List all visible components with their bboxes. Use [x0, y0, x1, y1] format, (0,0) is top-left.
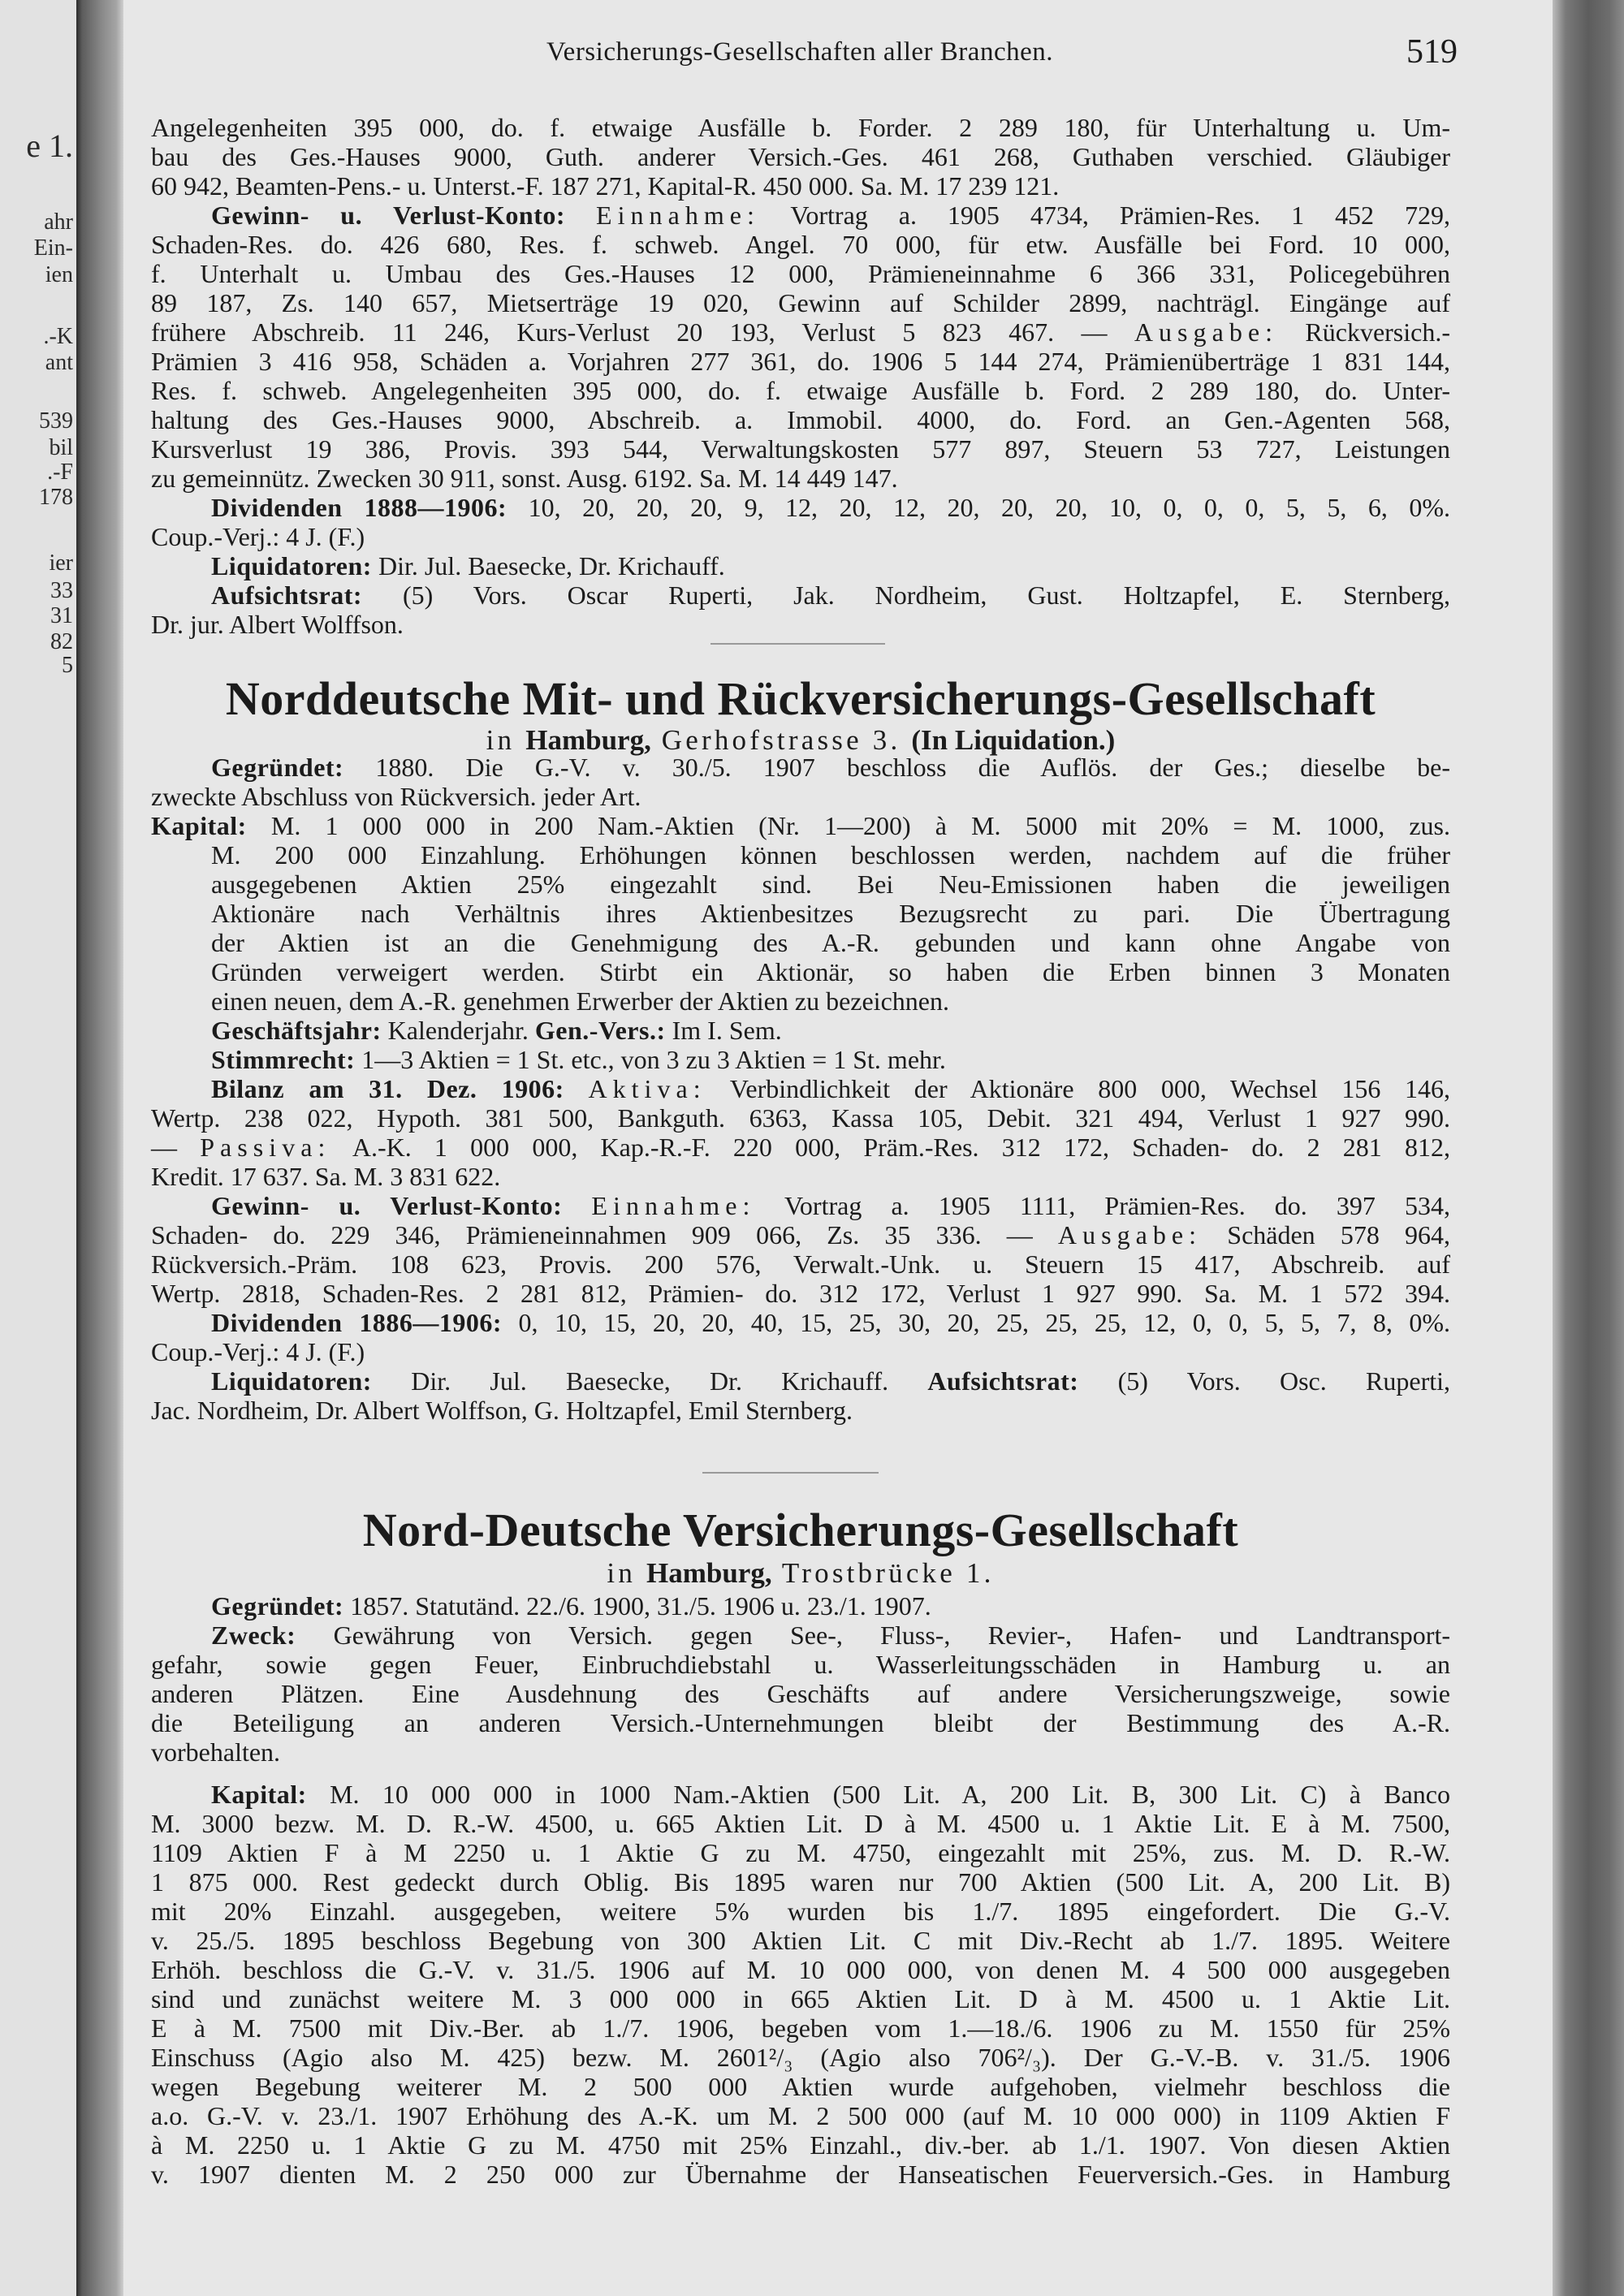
body-text: Verbindlichkeit der Aktionäre 800 000, Wechsel 156 146,: [706, 1074, 1451, 1103]
body-text: [565, 201, 596, 230]
body-text: mit 20% Einzahl. ausgegeben, weitere 5% wurden bis 1./7. 1895 eingefordert. Die G.-V.: [151, 1897, 1450, 1926]
previous-page-fragment: 82: [50, 629, 73, 654]
body-text: v. 25./5. 1895 beschloss Begebung von 300 Aktien Lit. C mit Div.-Recht ab 1./7. 1895. Weitere: [151, 1926, 1450, 1955]
text-line: [151, 610, 1450, 639]
body-text: bau des Ges.-Hauses 9000, Guth. anderer Versich.-Ges. 461 268, Guthaben verschied. Gläubiger: [151, 142, 1450, 171]
body-text: Schaden- do. 229 346, Prämieneinnahmen 909 066, Zs. 35 336. —: [151, 1220, 1058, 1249]
field-label: Gen.-Vers.:: [534, 1016, 666, 1045]
text-line: [151, 288, 1450, 317]
text-line: [151, 201, 1450, 230]
text-line: [151, 2160, 1450, 2189]
previous-page-fragment: ahr: [44, 209, 73, 235]
body-text: Im I. Sem.: [665, 1016, 782, 1045]
text-line: [151, 1162, 1450, 1191]
body-text: A.-K. 1 000 000, Kap.-R.-F. 220 000, Präm.-Res. 312 172, Schaden- do. 2 281 812,: [330, 1133, 1451, 1162]
body-text: die Beteiligung an anderen Versich.-Unternehmungen bleibt der Bestimmung des A.-R.: [151, 1708, 1450, 1737]
spaced-label: Einnahme:: [591, 1191, 756, 1220]
company-title: Norddeutsche Mit- und Rückversicherungs-Gesellschaft: [225, 672, 1376, 725]
text-line: [151, 522, 1450, 551]
previous-page-fragment: 5: [62, 653, 73, 678]
text-line: [151, 753, 1450, 782]
location-text: in: [607, 1557, 646, 1589]
text-line: [151, 405, 1450, 434]
body-text: M. 3000 bezw. M. D. R.-W. 4500, u. 665 Aktien Lit. D à M. 4500 u. 1 Aktie Lit. E à M. 7500,: [151, 1809, 1450, 1838]
previous-page-fragment: 539: [39, 408, 73, 434]
body-text: 1880. Die G.-V. v. 30./5. 1907 beschloss die Auflös. der Ges.; dieselbe be-: [343, 753, 1450, 782]
running-head: Versicherungs-Gesellschaften aller Branchen.: [546, 37, 1053, 67]
body-text: einen neuen, dem A.-R. genehmen Erwerber der Aktien zu bezeichnen.: [211, 986, 949, 1016]
spaced-label: Einnahme:: [596, 201, 760, 230]
field-label: Zweck:: [211, 1621, 296, 1650]
body-text: Jac. Nordheim, Dr. Albert Wolffson, G. Holtzapfel, Emil Sternberg.: [151, 1396, 853, 1425]
field-label: Liquidatoren:: [211, 1366, 372, 1396]
text-line: [151, 113, 1450, 142]
field-label: Stimmrecht:: [211, 1045, 356, 1074]
body-text: 1—3 Aktien = 1 St. etc., von 3 zu 3 Aktien = 1 St. mehr.: [355, 1045, 946, 1074]
field-label: Gewinn- u. Verlust-Konto:: [211, 201, 566, 230]
location-text: Gerhofstrasse 3.: [650, 724, 912, 756]
previous-page-fragment: .-K: [43, 324, 73, 349]
body-text: Dir. Jul. Baesecke, Dr. Krichauff.: [371, 1366, 928, 1396]
text-line: [151, 840, 1450, 870]
text-line: [151, 2043, 1450, 2072]
text-line: [151, 580, 1450, 610]
previous-page-fragment: ier: [49, 550, 73, 576]
body-text: Res. f. schweb. Angelegenheiten 395 000, do. f. etwaige Ausfälle b. Ford. 2 289 180, do. Unter-: [151, 376, 1450, 405]
text-line: [151, 1308, 1450, 1337]
field-label: Aufsichtsrat:: [927, 1366, 1079, 1396]
body-text: —: [151, 1133, 201, 1162]
body-text: Rückversich.-: [1278, 317, 1451, 347]
text-line: [151, 870, 1450, 899]
body-text: 60 942, Beamten-Pens.- u. Unterst.-F. 187 271, Kapital-R. 450 000. Sa. M. 17 239 121.: [151, 171, 1060, 201]
text-line: [151, 1650, 1450, 1679]
previous-page-fragment: 33: [50, 578, 73, 603]
location-bold: (In Liquidation.): [911, 724, 1116, 756]
text-line: [151, 1074, 1450, 1103]
text-line: [151, 551, 1450, 580]
text-line: [151, 1679, 1450, 1708]
section-divider: [710, 643, 885, 645]
field-label: Gewinn- u. Verlust-Konto:: [211, 1191, 563, 1220]
text-line: [151, 1621, 1450, 1650]
text-line: [151, 142, 1450, 171]
text-line: [151, 2013, 1450, 2043]
body-text: Dir. Jul. Baesecke, Dr. Krichauff.: [371, 551, 725, 580]
text-line: [151, 1984, 1450, 2013]
text-line: [151, 493, 1450, 522]
text-line: [151, 1279, 1450, 1308]
field-label: Kapital:: [151, 811, 247, 840]
previous-page-fragment: .-F: [47, 460, 73, 485]
body-text: Vortrag a. 1905 4734, Prämien-Res. 1 452 729,: [760, 201, 1451, 230]
field-label: Geschäftsjahr:: [211, 1016, 382, 1045]
text-line: [151, 1838, 1450, 1867]
text-line: [151, 1016, 1450, 1045]
text-line: [151, 1249, 1450, 1279]
text-line: [151, 259, 1450, 288]
section-divider: [702, 1472, 879, 1474]
text-line: [151, 957, 1450, 986]
body-text: Kredit. 17 637. Sa. M. 3 831 622.: [151, 1162, 501, 1191]
location-text: in: [486, 724, 526, 756]
previous-page-fragment: bil: [49, 435, 73, 460]
spaced-label: Aktiva:: [588, 1074, 706, 1103]
text-line: [151, 317, 1450, 347]
body-text: wegen Begebung weiterer M. 2 500 000 Aktien wurde aufgehoben, vielmehr beschloss die: [151, 2072, 1450, 2101]
body-text: 1857. Statutänd. 22./6. 1900, 31./5. 1906 u. 23./1. 1907.: [343, 1591, 931, 1621]
body-text: M. 10 000 000 in 1000 Nam.-Aktien (500 Lit. A, 200 Lit. B, 300 Lit. C) à Banco: [306, 1780, 1450, 1809]
text-line: [151, 1809, 1450, 1838]
spaced-label: Ausgabe:: [1057, 1220, 1203, 1249]
location-text: Trostbrücke 1.: [771, 1557, 995, 1589]
body-text: M. 200 000 Einzahlung. Erhöhungen können beschlossen werden, nachdem auf die früher: [211, 840, 1450, 870]
field-label: Aufsichtsrat:: [211, 580, 363, 610]
body-text: 1109 Aktien F à M 2250 u. 1 Aktie G zu M. 4750, eingezahlt mit 25%, zus. M. D. R.-W.: [151, 1838, 1450, 1867]
body-text: 10, 20, 20, 20, 9, 12, 20, 12, 20, 20, 20, 10, 0, 0, 0, 5, 5, 6, 0%.: [507, 493, 1451, 522]
spaced-label: Ausgabe:: [1134, 317, 1279, 347]
text-line: [151, 1926, 1450, 1955]
location-bold: Hamburg,: [646, 1557, 772, 1589]
text-line: [151, 464, 1450, 493]
text-line: [151, 1708, 1450, 1737]
text-line: [151, 928, 1450, 957]
body-text: 0, 10, 15, 20, 20, 40, 15, 25, 30, 20, 25, 25, 25, 12, 0, 0, 5, 5, 7, 8, 0%.: [502, 1308, 1451, 1337]
text-line: [151, 2101, 1450, 2130]
text-line: [151, 986, 1450, 1016]
text-line: [151, 899, 1450, 928]
previous-page-fragment: 31: [50, 603, 73, 628]
text-line: [151, 1103, 1450, 1133]
spaced-label: Passiva:: [200, 1133, 331, 1162]
field-label: Dividenden 1886—1906:: [211, 1308, 503, 1337]
text-line: [151, 1396, 1450, 1425]
body-text: ausgegebenen Aktien 25% eingezahlt sind. Bei Neu-Emissionen haben die jeweiligen: [211, 870, 1450, 899]
body-text: [562, 1191, 591, 1220]
body-text: zweckte Abschluss von Rückversich. jeder Art.: [151, 782, 641, 811]
field-label: Gegründet:: [211, 753, 344, 782]
body-text: Wertp. 238 022, Hypoth. 381 500, Bankguth. 6363, Kassa 105, Debit. 321 494, Verlust 1 927 990.: [151, 1103, 1450, 1133]
body-text: Angelegenheiten 395 000, do. f. etwaige Ausfälle b. Forder. 2 289 180, für Unterhaltung u. Um-: [151, 113, 1450, 142]
location-bold: Hamburg,: [525, 724, 651, 756]
field-label: Kapital:: [211, 1780, 307, 1809]
body-text: Prämien 3 416 958, Schäden a. Vorjahren 277 361, do. 1906 5 144 274, Prämienüberträge 1 831 144,: [151, 347, 1450, 376]
company-entry-nord-deutsche-versicherung: [151, 1591, 1450, 2189]
body-text: (5) Vors. Oscar Ruperti, Jak. Nordheim, Gust. Holtzapfel, E. Sternberg,: [362, 580, 1450, 610]
section-continued-text: [151, 113, 1450, 639]
text-line: [151, 1191, 1450, 1220]
body-text: à M. 2250 u. 1 Aktie G zu M. 4750 mit 25% Einzahl., div.-ber. ab 1./1. 1907. Von diesen Aktien: [151, 2130, 1450, 2160]
body-text: frühere Abschreib. 11 246, Kurs-Verlust 20 193, Verlust 5 823 467. —: [151, 317, 1134, 347]
body-text: der Aktien ist an die Genehmigung des A.-R. gebunden und kann ohne Angabe von: [211, 928, 1450, 957]
text-line: [151, 1591, 1450, 1621]
body-text: vorbehalten.: [151, 1737, 281, 1767]
body-text: Dr. jur. Albert Wolffson.: [151, 610, 404, 639]
body-text: Vortrag a. 1905 1111, Prämien-Res. do. 397 534,: [755, 1191, 1451, 1220]
body-text: Wertp. 2818, Schaden-Res. 2 281 812, Prämien- do. 312 172, Verlust 1 927 990. Sa. M. 1 572 394.: [151, 1279, 1450, 1308]
text-line: [151, 782, 1450, 811]
body-text: Einschuss (Agio also M. 425) bezw. M. 2601²/₃ (Agio also 706²/₃). Der G.-V.-B. v. 31./5. 1906: [151, 2043, 1450, 2072]
body-text: Coup.-Verj.: 4 J. (F.): [151, 1337, 365, 1366]
book-binding-gutter: [76, 0, 123, 2296]
text-line: [151, 376, 1450, 405]
body-text: Gewährung von Versich. gegen See-, Fluss-, Revier-, Hafen- und Landtransport-: [296, 1621, 1450, 1650]
text-line: [151, 1737, 1450, 1767]
text-line: [151, 811, 1450, 840]
body-text: a.o. G.-V. v. 23./1. 1907 Erhöhung des A.-K. um M. 2 500 000 (auf M. 10 000 000) in 1109 Aktien F: [151, 2101, 1450, 2130]
body-text: Aktionäre nach Verhältnis ihres Aktienbesitzes Bezugsrecht zu pari. Die Übertragung: [211, 899, 1450, 928]
previous-page-fragment: Ein-: [33, 235, 73, 261]
text-line: [151, 1220, 1450, 1249]
body-text: Kalenderjahr.: [381, 1016, 535, 1045]
text-line: [151, 1897, 1450, 1926]
previous-page-fragment: e 1.: [26, 127, 73, 164]
body-text: f. Unterhalt u. Umbau des Ges.-Hauses 12 000, Prämieneinnahme 6 366 331, Policegebühren: [151, 259, 1450, 288]
company-location: [151, 724, 1450, 757]
body-text: E à M. 7500 mit Div.-Ber. ab 1./7. 1906, begeben vom 1.—18./6. 1906 zu M. 1550 für 25%: [151, 2013, 1450, 2043]
body-text: anderen Plätzen. Eine Ausdehnung des Geschäfts auf andere Versicherungszweige, sowie: [151, 1679, 1450, 1708]
company-entry-norddeutsche-rueckversicherung: [151, 753, 1450, 1425]
body-text: haltung des Ges.-Hauses 9000, Abschreib. a. Immobil. 4000, do. Ford. an Gen.-Agenten 568,: [151, 405, 1450, 434]
company-title: Nord-Deutsche Versicherungs-Gesellschaft: [362, 1504, 1239, 1556]
text-line: [151, 2130, 1450, 2160]
previous-page-fragments: [0, 0, 75, 2296]
text-line: [151, 1366, 1450, 1396]
previous-page-fragment: ant: [45, 350, 73, 375]
text-line: [151, 2072, 1450, 2101]
text-line: [151, 1955, 1450, 1984]
body-text: Coup.-Verj.: 4 J. (F.): [151, 522, 365, 551]
company-location: [151, 1557, 1450, 1590]
text-line: [151, 1337, 1450, 1366]
text-line: [151, 1780, 1450, 1809]
body-text: Gründen verweigert werden. Stirbt ein Aktionär, so haben die Erben binnen 3 Monaten: [211, 957, 1450, 986]
body-text: zu gemeinnütz. Zwecken 30 911, sonst. Ausg. 6192. Sa. M. 14 449 147.: [151, 464, 898, 493]
field-label: Liquidatoren:: [211, 551, 372, 580]
text-line: [151, 171, 1450, 201]
field-label: Bilanz am 31. Dez. 1906:: [211, 1074, 564, 1103]
body-text: Kursverlust 19 386, Provis. 393 544, Verwaltungskosten 577 897, Steuern 53 727, Leistungen: [151, 434, 1450, 464]
body-text: sind und zunächst weitere M. 3 000 000 in 665 Aktien Lit. D à M. 4500 u. 1 Aktie Lit.: [151, 1984, 1450, 2013]
body-text: 89 187, Zs. 140 657, Mietserträge 19 020, Gewinn auf Schilder 2899, nachträgl. Eingänge auf: [151, 288, 1450, 317]
previous-page-fragment: ien: [45, 262, 73, 287]
body-text: v. 1907 dienten M. 2 250 000 zur Übernahme der Hanseatischen Feuerversich.-Ges. in Hamburg: [151, 2160, 1450, 2189]
text-line: [151, 1045, 1450, 1074]
text-line: [151, 1867, 1450, 1897]
text-line: [151, 230, 1450, 259]
text-line: [151, 347, 1450, 376]
field-label: Gegründet:: [211, 1591, 344, 1621]
body-text: Rückversich.-Präm. 108 623, Provis. 200 576, Verwalt.-Unk. u. Steuern 15 417, Abschreib. auf: [151, 1249, 1450, 1279]
body-text: (5) Vors. Osc. Ruperti,: [1078, 1366, 1451, 1396]
field-label: Dividenden 1888—1906:: [211, 493, 508, 522]
body-text: [564, 1074, 589, 1103]
body-text: M. 1 000 000 in 200 Nam.-Aktien (Nr. 1—200) à M. 5000 mit 20% = M. 1000, zus.: [246, 811, 1450, 840]
body-text: Erhöh. beschloss die G.-V. v. 31./5. 1906 auf M. 10 000 000, von denen M. 4 500 000 ausgegeben: [151, 1955, 1450, 1984]
page-number: 519: [1406, 33, 1458, 71]
body-text: Schäden 578 964,: [1202, 1220, 1451, 1249]
body-text: 1 875 000. Rest gedeckt durch Oblig. Bis 1895 waren nur 700 Aktien (500 Lit. A, 200 Lit. B): [151, 1867, 1450, 1897]
text-line: [151, 1133, 1450, 1162]
text-line: [151, 434, 1450, 464]
body-text: gefahr, sowie gegen Feuer, Einbruchdiebstahl u. Wasserleitungsschäden in Hamburg u. an: [151, 1650, 1450, 1679]
page-edge: [1553, 0, 1624, 2296]
previous-page-fragment: 178: [39, 485, 73, 510]
body-text: Schaden-Res. do. 426 680, Res. f. schweb. Angel. 70 000, für etw. Ausfälle bei Ford. 10 000,: [151, 230, 1450, 259]
